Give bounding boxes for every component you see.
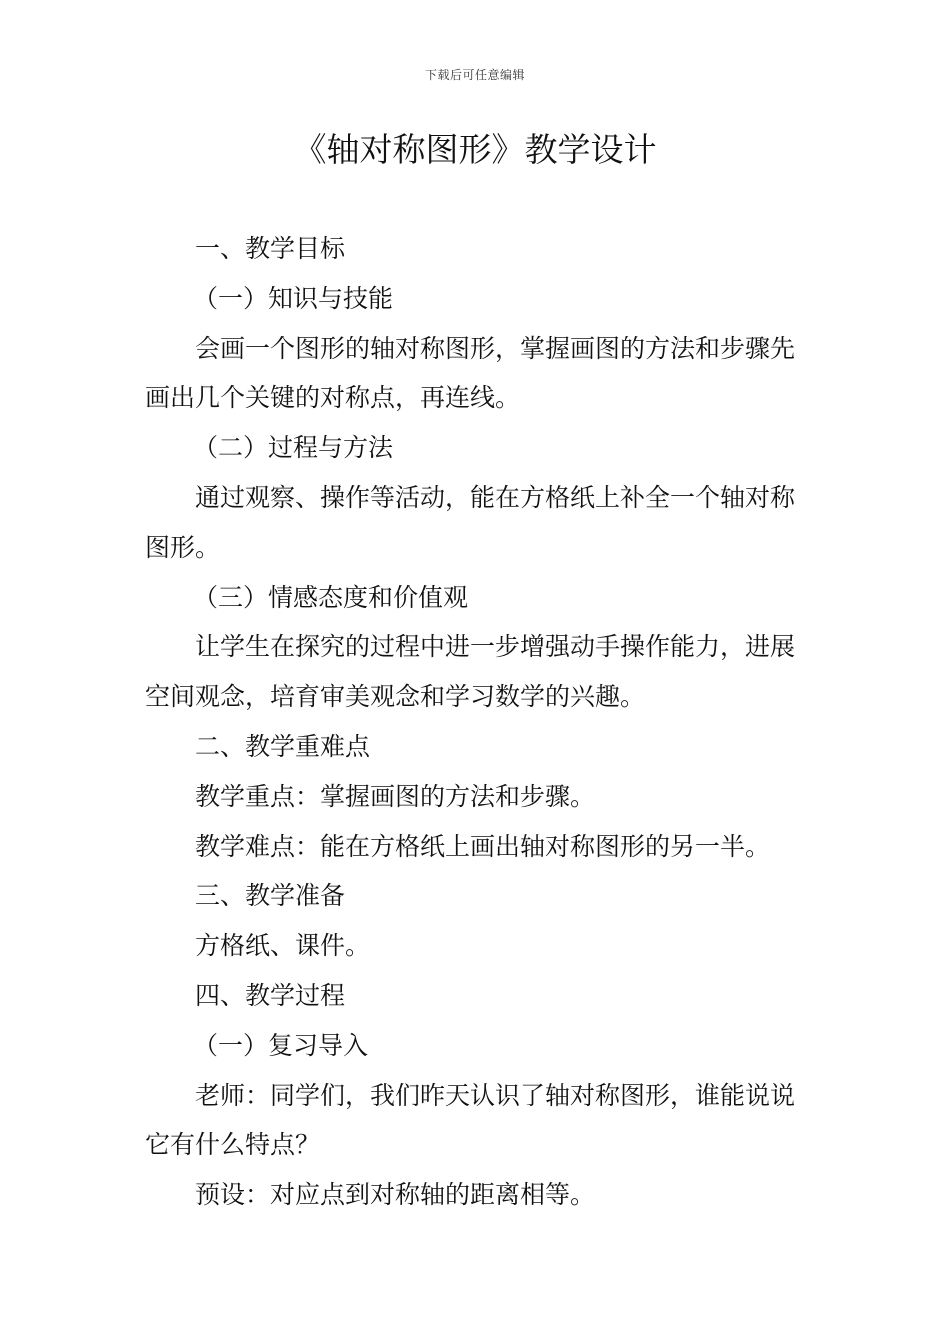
section-heading-objectives: 一、教学目标	[195, 234, 346, 263]
subsection-heading-attitude: （三）情感态度和价值观	[193, 582, 469, 612]
header-note: 下载后可任意编辑	[424, 68, 525, 82]
paragraph-difficult-point: 教学难点：能在方格纸上画出轴对称图形的另一半。	[195, 831, 771, 861]
paragraph-knowledge: 会画一个图形的轴对称图形，掌握画图的方法和步骤先画出几个关键的对称点，再连线。	[145, 333, 796, 413]
paragraph-key-point: 教学重点：掌握画图的方法和步骤。	[195, 781, 596, 811]
section-heading-teaching-process: 四、教学过程	[195, 980, 346, 1010]
paragraph-preparation: 方格纸、课件。	[195, 931, 371, 961]
subsection-heading-process: （二）过程与方法	[193, 433, 394, 463]
paragraph-preset-answer: 预设：对应点到对称轴的距离相等。	[195, 1180, 596, 1210]
paragraph-process: 通过观察、操作等活动，能在方格纸上补全一个轴对称图形。	[145, 482, 796, 562]
paragraph-attitude: 让学生在探究的过程中进一步增强动手操作能力，进展空间观念，培育审美观念和学习数学的兴趣。	[145, 632, 796, 712]
document-body	[145, 224, 810, 1220]
subsection-heading-knowledge: （一）知识与技能	[193, 283, 394, 313]
section-heading-preparation: 三、教学准备	[195, 881, 346, 911]
paragraph-teacher-question: 老师：同学们，我们昨天认识了轴对称图形，谁能说说它有什么特点？	[145, 1080, 796, 1160]
section-heading-key-points: 二、教学重难点	[195, 731, 371, 761]
subsection-heading-review: （一）复习导入	[193, 1030, 369, 1060]
document-title: 《轴对称图形》教学设计	[293, 130, 657, 169]
